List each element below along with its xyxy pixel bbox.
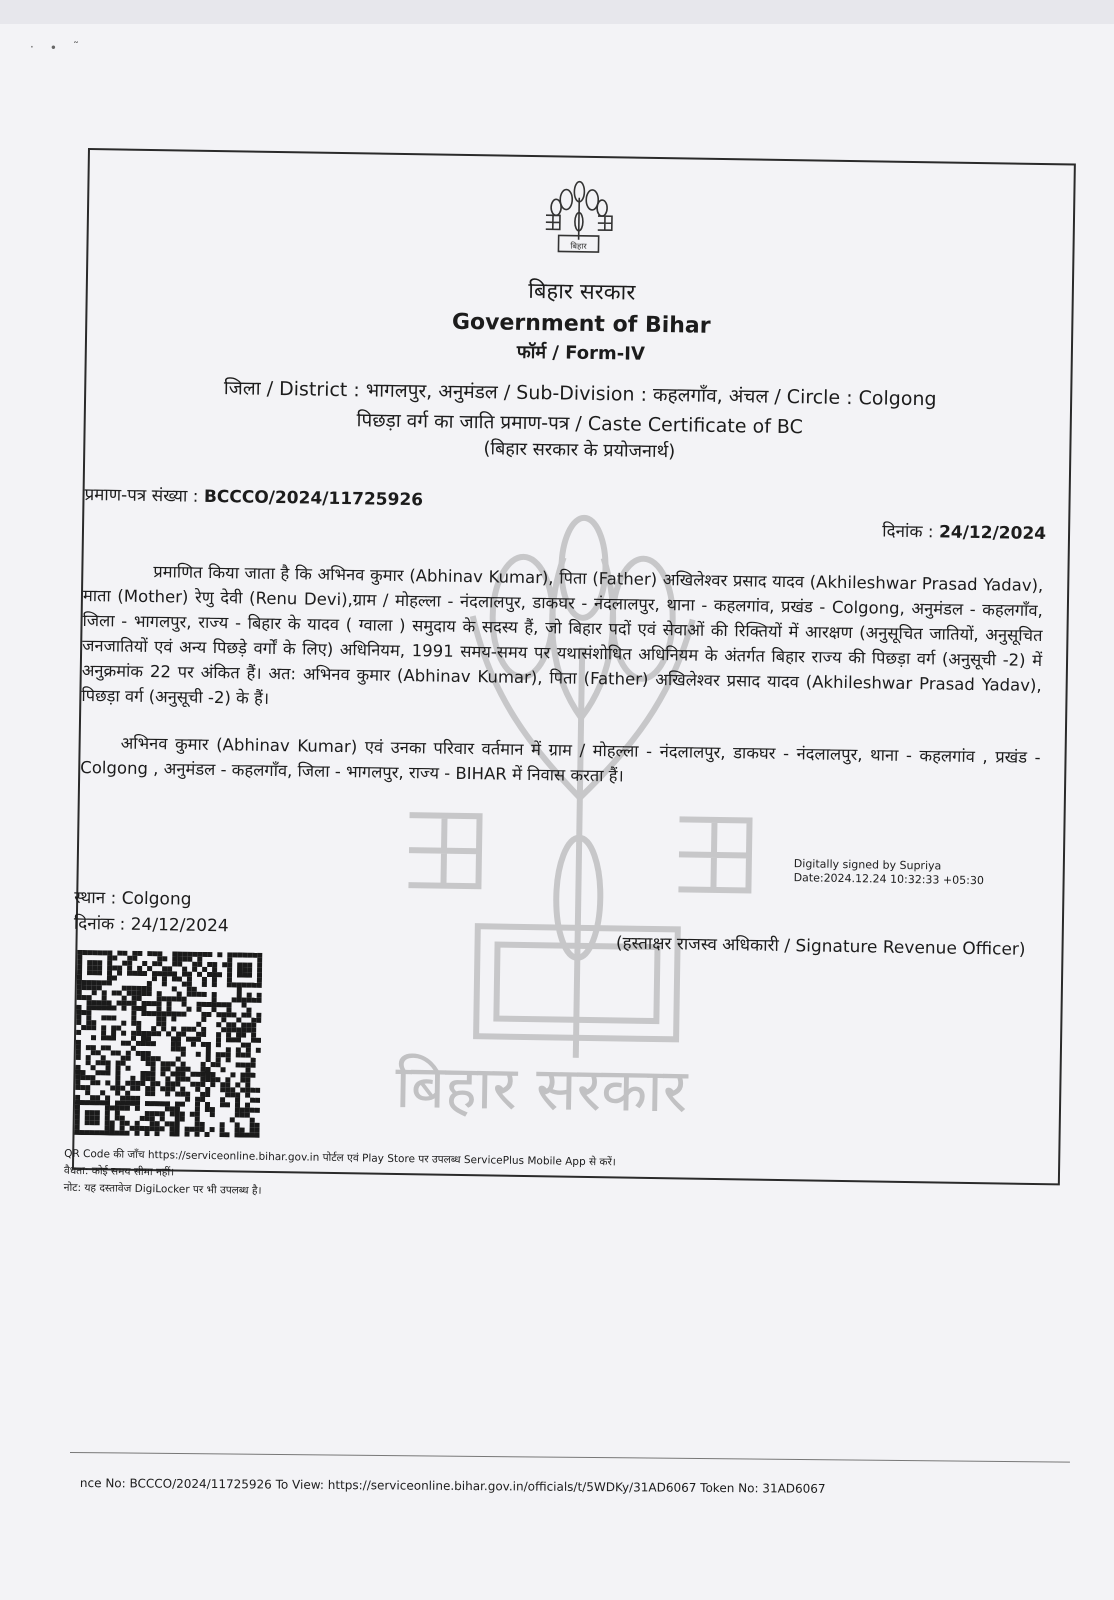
certificate-paragraph-2: अभिनव कुमार (Abhinav Kumar) एवं उनका परिवार वर्तमान में ग्राम / मोहल्ला - नंदलालपुर, डाकघर - नंदलालपुर, थाना - कहलगांव , प्रखंड - Colgong , अनुमंडल - कहलगाँव, जिला - भागलपुर, राज्य - BIHAR में निवास करता हैं। [80,733,1041,786]
scan-top-strip [0,0,1114,24]
digital-signature-date: Date:2024.12.24 10:32:33 +05:30 [793,871,985,888]
place-value: Colgong [121,888,192,910]
digital-signature [794,857,985,888]
issue-date [882,519,1046,545]
bottom-date-value: 24/12/2024 [130,914,229,937]
scan-specks: · ∙ ˜ [30,40,85,54]
purpose-line: (बिहार सरकार के प्रयोजनार्थ) [483,438,676,463]
signature-revenue-officer: (हस्ताक्षर राजस्व अधिकारी / Signature Revenue Officer) [615,933,1026,960]
watermark-text: बिहार सरकार [394,1051,688,1127]
bottom-date-label: दिनांक : [73,913,126,935]
note-qr-verify: QR Code की जाँच https://serviceonline.bihar.gov.in पोर्टल एवं Play Store पर उपलब्ध ServicePlus Mobile App से करें। [64,1147,616,1169]
qr-code[interactable] [74,950,262,1138]
certificate-paragraph-1: प्रमाणित किया जाता है कि अभिनव कुमार (Abhinav Kumar), पिता (Father) अखिलेश्वर प्रसाद यादव (Akhileshwar Prasad Yadav), माता (Mother) रेणु देवी (Renu Devi),ग्राम / मोहल्ला - नंदलालपुर, डाकघर - नंदलालपुर, थाना - कहलगांव, प्रखंड - Colgong, अनुमंडल - कहलगाँव, जिला - भागलपुर, राज्य - बिहार के यादव ( ग्वाला ) समुदाय के सदस्य हैं, जो बिहार पदों एवं सेवाओं की रिक्तियों में आरक्षण (अनुसूचित जातियों, अनुसूचित जनजातियों एवं अन्य पिछड़े वर्गों के लिए) अधिनियम, 1991 समय-समय पर यथासंशोधित अधिनियम के अंतर्गत बिहार राज्य की पिछड़ा वर्ग (अनुसूची -2) में अनुक्रमांक 22 पर अंकित हैं। अत: अभिनव कुमार (Abhinav Kumar), पिता (Father) अखिलेश्वर प्रसाद यादव (Akhileshwar Prasad Yadav), पिछड़ा वर्ग (अनुसूची -2) के हैं। [81,562,1044,708]
digital-signature-signer: Digitally signed by Supriya [793,857,942,873]
bihar-emblem-icon [533,177,624,258]
footer-divider [70,1452,1070,1463]
form-number: फॉर्म / Form-IV [516,341,646,365]
note-digilocker: नोट: यह दस्तावेज DigiLocker पर भी उपलब्ध है। [63,1181,262,1197]
caste-certificate-title: पिछड़ा वर्ग का जाति प्रमाण-पत्र / Caste Certificate of BC [356,409,804,439]
footer-reference: nce No: BCCCO/2024/11725926 To View: https://serviceonline.bihar.gov.in/officials/t/5WDKy/31AD6067 Token No: 31AD6067 [79,1476,826,1496]
place-date-block [74,885,230,939]
header-state-english: Government of Bihar [451,309,711,339]
issue-date-value: 24/12/2024 [938,522,1047,545]
certificate-number-value: BCCCO/2024/11725926 [203,486,424,511]
bottom-date [74,911,229,939]
notes-block [64,1146,765,1208]
place [74,885,229,913]
header-state-hindi: बिहार सरकार [528,278,636,306]
issue-date-label: दिनांक : [881,521,934,543]
note-validity: वैधता: कोई समय सीमा नहीं। [63,1164,175,1179]
district-line: जिला / District : भागलपुर, अनुमंडल / Sub-Division : कहलगाँव, अंचल / Circle : Colgong [223,377,937,411]
certificate-frame [63,148,1076,1197]
place-label: स्थान : [74,887,117,909]
emblem-label: बिहार [570,241,587,251]
certificate-number-label: प्रमाण-पत्र संख्या : [84,484,199,507]
certificate-header [87,268,1076,373]
certificate-number [84,482,423,510]
